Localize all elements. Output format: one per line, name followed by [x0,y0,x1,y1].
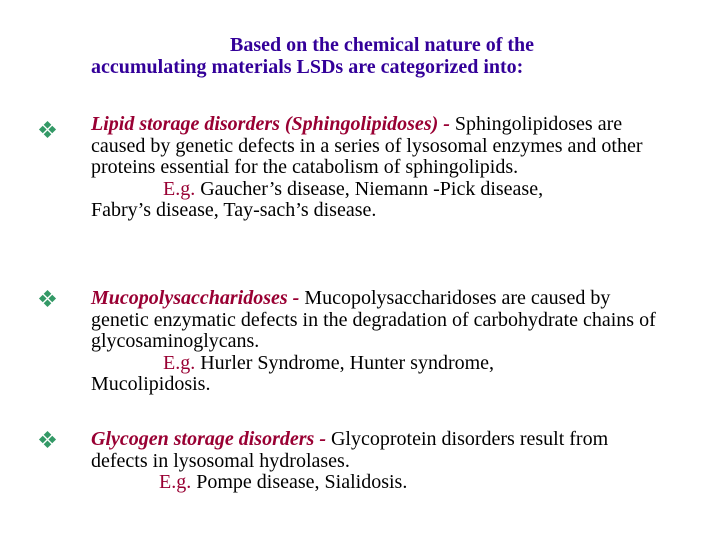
list-item-mucopolysaccharidoses [91,288,666,396]
item-title: Mucopolysaccharidoses - [91,287,305,309]
diamond-bullet-icon [38,120,57,139]
diamond-bullet-icon [38,289,57,308]
example-text: Pompe disease, Sialidosis. [191,471,408,493]
item-text: Glycoprotein disorders result from defects in lysosomal hydrolases. [91,428,609,472]
item-title: Lipid storage disorders (Sphingolipidoses) - [91,113,455,135]
slide-heading [91,34,671,78]
example-line [91,472,666,494]
example-label: E.g. [159,471,192,493]
diamond-bullet-icon [38,430,57,449]
item-text: Mucopolysaccharidoses are caused by genetic enzymatic defects in the degradation of carbohydrate chains of glycosaminoglycans. [91,287,656,352]
heading-line-2: accumulating materials LSDs are categorized into: [91,56,524,78]
heading-line-1: Based on the chemical nature of the [230,34,535,56]
item-title: Glycogen storage disorders - [91,428,331,450]
list-item-glycogen-storage [91,429,666,494]
list-item-lipid-storage [91,114,666,222]
example-line [91,353,666,375]
example-text: Gaucher’s disease, Niemann -Pick disease, [195,177,544,200]
example-continuation: Fabry’s disease, Tay-sach’s disease. [91,199,377,221]
example-line [91,179,666,201]
example-label: E.g. [163,177,196,200]
example-label: E.g. [163,351,196,374]
example-continuation: Mucolipidosis. [91,373,211,395]
item-text: Sphingolipidoses are caused by genetic defects in a series of lysosomal enzymes and other proteins essential for the catabolism of sphingolipids. [91,113,643,178]
example-text: Hurler Syndrome, Hunter syndrome, [195,351,495,374]
